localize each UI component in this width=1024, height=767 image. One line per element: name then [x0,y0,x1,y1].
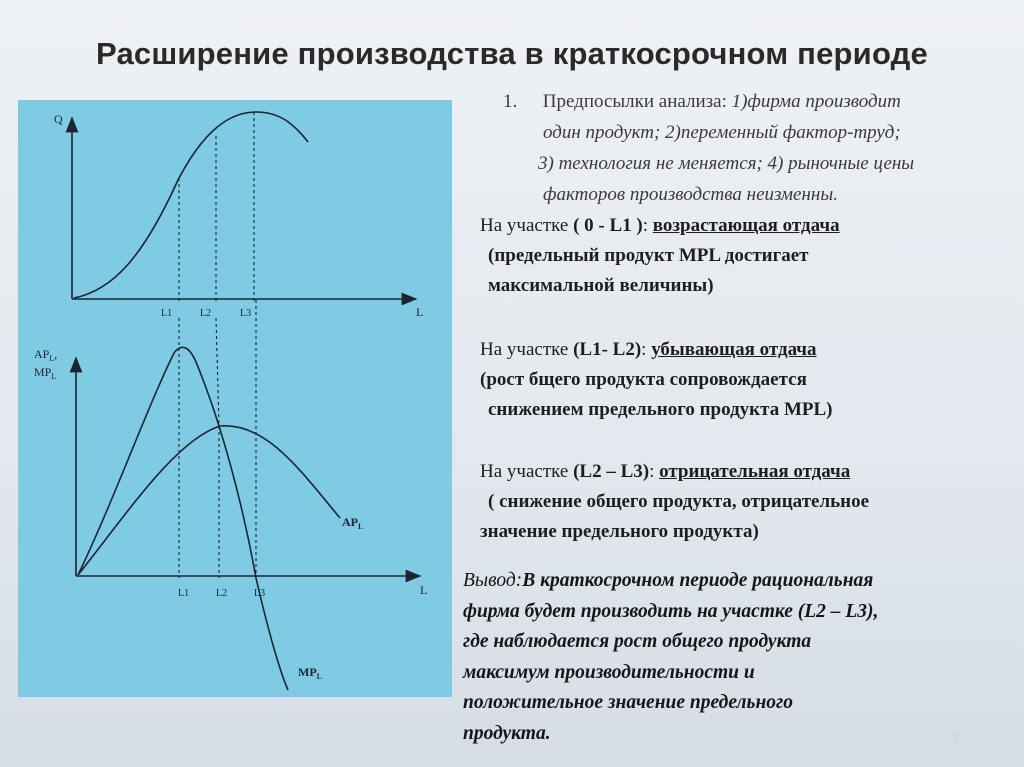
conclusion-line6: продукта. [463,722,551,744]
segment3-heading: отрицательная отдача [659,461,851,482]
page-number: 2 [952,730,960,746]
top-tick-l1: L1 [161,308,173,319]
segment3-range: (L2 – L3) [573,461,650,482]
segment-negative-returns [480,457,1020,547]
premise-line4: факторов производства неизменны. [543,184,838,205]
segment1-range: ( 0 - L1 ) [573,215,643,236]
bottom-y-label-mp: $MP_L$ [34,365,57,381]
premise-line3: 3) технология не меняется; 4) рыночные цены [538,153,915,174]
tp-curve [74,112,308,298]
production-curves-svg [18,100,452,697]
segment1-line2: (предельный продукт MPL достигает [488,245,809,266]
top-to-bottom-l2 [216,318,219,426]
segment2-colon: : [641,339,652,360]
conclusion [463,566,1023,749]
segment1-line3: максимальной величины) [488,275,714,296]
conclusion-line4: максимум производительности и [463,661,755,683]
segment2-prefix: На участке [480,339,574,360]
segment2-line3: снижением предельного продукта MPL) [488,399,833,420]
top-y-label: Q [54,112,63,126]
segment1-prefix: На участке [480,215,574,236]
top-tick-l2: L2 [200,308,212,319]
segment3-colon: : [649,461,660,482]
premise-line2: один продукт; 2)переменный фактор-труд; [543,122,901,143]
ap-curve [78,426,340,575]
segment3-line3: значение предельного продукта) [480,521,759,542]
production-figure [18,100,452,697]
slide-title: Расширение производства в краткосрочном периоде [95,36,928,71]
mp-curve-label: $MP_L$ [298,665,322,681]
conclusion-line5: положительное значение предельного [463,692,793,713]
segment-diminishing-returns [480,335,1020,425]
bottom-x-label: L [420,583,428,597]
premise-line1-plain: Предпосылки анализа: [542,91,732,112]
top-tick-l3: L3 [240,308,252,319]
premise-number: 1. [503,91,518,112]
bottom-tick-l1: L1 [178,588,190,599]
segment1-colon: : [642,215,653,236]
conclusion-line3: где наблюдается рост общего продукта [463,631,812,652]
segment1-heading: возрастающая отдача [652,215,840,236]
conclusion-line1: В краткосрочном периоде рациональная [522,570,874,591]
segment3-line2: ( снижение общего продукта, отрицательное [488,491,870,512]
bottom-y-label-ap: $AP_L$, [34,347,58,363]
segment2-range: (L1- L2) [573,339,642,360]
segment-increasing-returns [480,211,1020,301]
bottom-tick-l3: L3 [254,588,266,599]
conclusion-line2: фирма будет производить на участке (L2 – L3), [463,600,879,622]
premise-line1-italic: 1)фирма производит [731,91,901,112]
conclusion-lead: Вывод: [463,570,523,591]
ap-curve-label: $AP_L$ [342,515,364,531]
segment2-line2: (рост бщего продукта сопровождается [480,369,807,390]
segment3-prefix: На участке [480,461,574,482]
segment2-heading: убывающая отдача [651,339,817,360]
bottom-tick-l2: L2 [216,588,228,599]
top-x-label: L [416,305,424,319]
